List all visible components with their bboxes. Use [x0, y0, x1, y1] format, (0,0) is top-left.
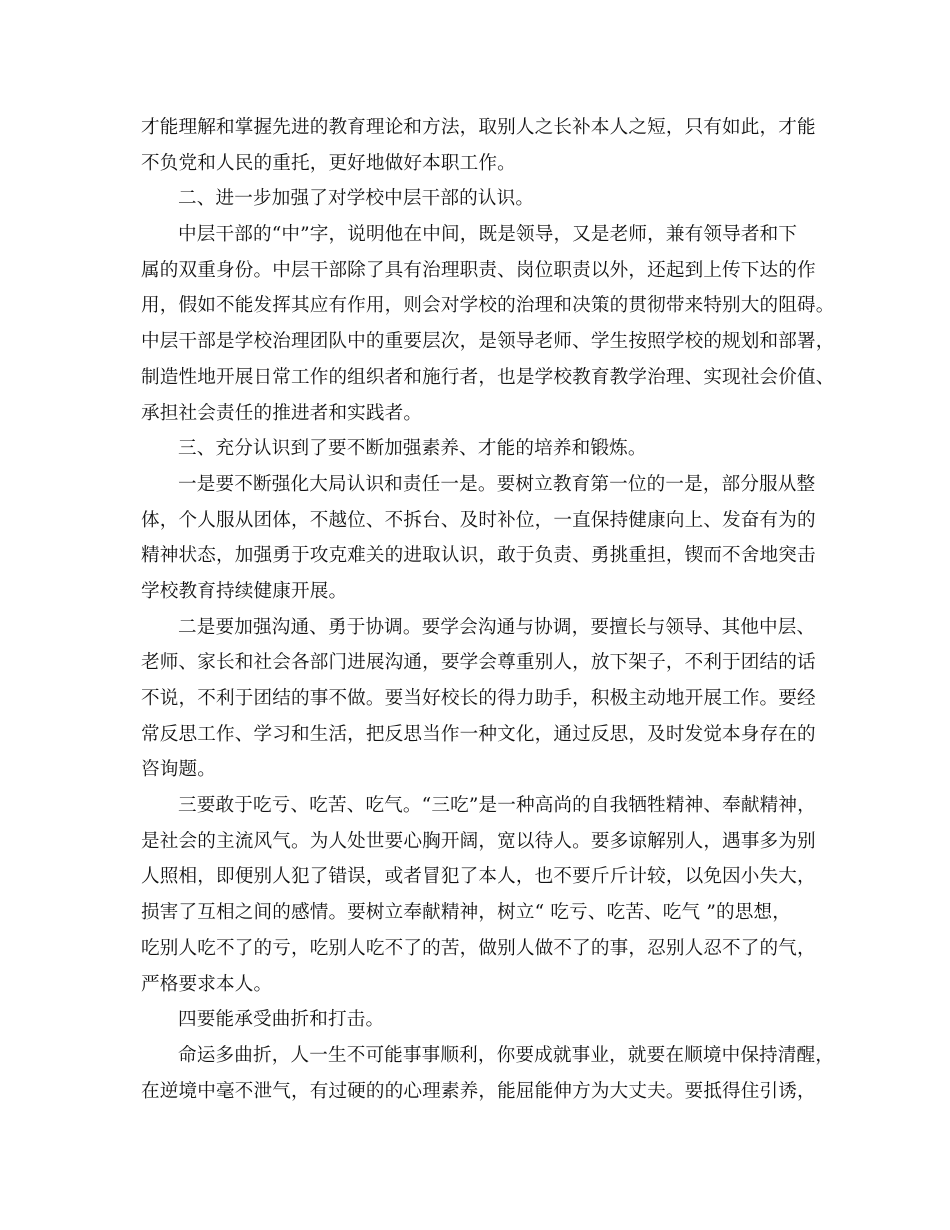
text-line: 不负党和人民的重托，更好地做好本职工作。 — [141, 152, 516, 174]
text-line: 咨询题。 — [141, 759, 216, 781]
text-line: 严格要求本人。 — [141, 973, 273, 995]
text-line: 制造性地开展日常工作的组织者和施行者，也是学校教育教学治理、实现社会价值、 — [141, 366, 835, 388]
text-line: 命运多曲折，人一生不可能事事顺利，你要成就事业，就要在顺境中保持清醒， — [178, 1044, 835, 1066]
text-line: 常反思工作、学习和生活，把反思当作一种文化，通过反思，及时发觉本身存在的 — [141, 723, 816, 745]
text-line: 一是要不断强化大局认识和责任一是。要树立教育第一位的一是，部分服从整 — [178, 473, 816, 495]
text-line: 学校教育持续健康开展。 — [141, 580, 348, 602]
text-line: 四要能承受曲折和打击。 — [178, 1009, 385, 1031]
text-line: 在逆境中毫不泄气，有过硬的的心理素养，能屈能伸方为大丈夫。要抵得住引诱， — [141, 1080, 816, 1102]
body-text — [141, 110, 835, 1109]
text-line: 体，个人服从团体，不越位、不拆台、及时补位，一直保持健康向上、发奋有为的 — [141, 509, 816, 531]
text-line: 承担社会责任的推进者和实践者。 — [141, 402, 423, 424]
text-line: 三、充分认识到了要不断加强素养、才能的培养和锻炼。 — [178, 438, 647, 460]
text-line: 吃别人吃不了的亏，吃别人吃不了的苦，做别人做不了的事，忍别人忍不了的气， — [141, 937, 816, 959]
text-line: 精神状态，加强勇于攻克难关的进取认识，敢于负责、勇挑重担，锲而不舍地突击 — [141, 545, 816, 567]
text-line: 二是要加强沟通、勇于协调。要学会沟通与协调，要擅长与领导、其他中层、 — [178, 616, 816, 638]
text-line: 损害了互相之间的感情。要树立奉献精神，树立“ 吃亏、吃苦、吃气 ”的思想， — [141, 902, 791, 924]
text-line: 三要敢于吃亏、吃苦、吃气。“三吃”是一种高尚的自我牺牲精神、奉献精神， — [178, 795, 816, 817]
text-line: 才能理解和掌握先进的教育理论和方法，取别人之长补本人之短，只有如此，才能 — [141, 117, 816, 138]
text-line: 用，假如不能发挥其应有作用，则会对学校的治理和决策的贯彻带来特别大的阻碍。 — [141, 295, 835, 317]
text-line: 不说，不利于团结的事不做。要当好校长的得力助手，积极主动地开展工作。要经 — [141, 688, 816, 709]
text-line: 二、进一步加强了对学校中层干部的认识。 — [178, 188, 535, 210]
text-line: 属的双重身份。中层干部除了具有治理职责、岗位职责以外，还起到上传下达的作 — [141, 259, 816, 281]
text-line: 是社会的主流风气。为人处世要心胸开阔，宽以待人。要多谅解别人，遇事多为别 — [141, 830, 816, 852]
text-line: 中层干部的“中”字，说明他在中间，既是领导，又是老师，兼有领导者和下 — [178, 224, 798, 246]
text-line: 老师、家长和社会各部门进展沟通，要学会尊重别人，放下架子，不利于团结的话 — [141, 652, 816, 674]
text-line: 中层干部是学校治理团队中的重要层次，是领导老师、学生按照学校的规划和部署， — [141, 331, 835, 353]
text-line: 人照相，即便别人犯了错误，或者冒犯了本人，也不要斤斤计较，以免因小失大， — [141, 866, 816, 888]
